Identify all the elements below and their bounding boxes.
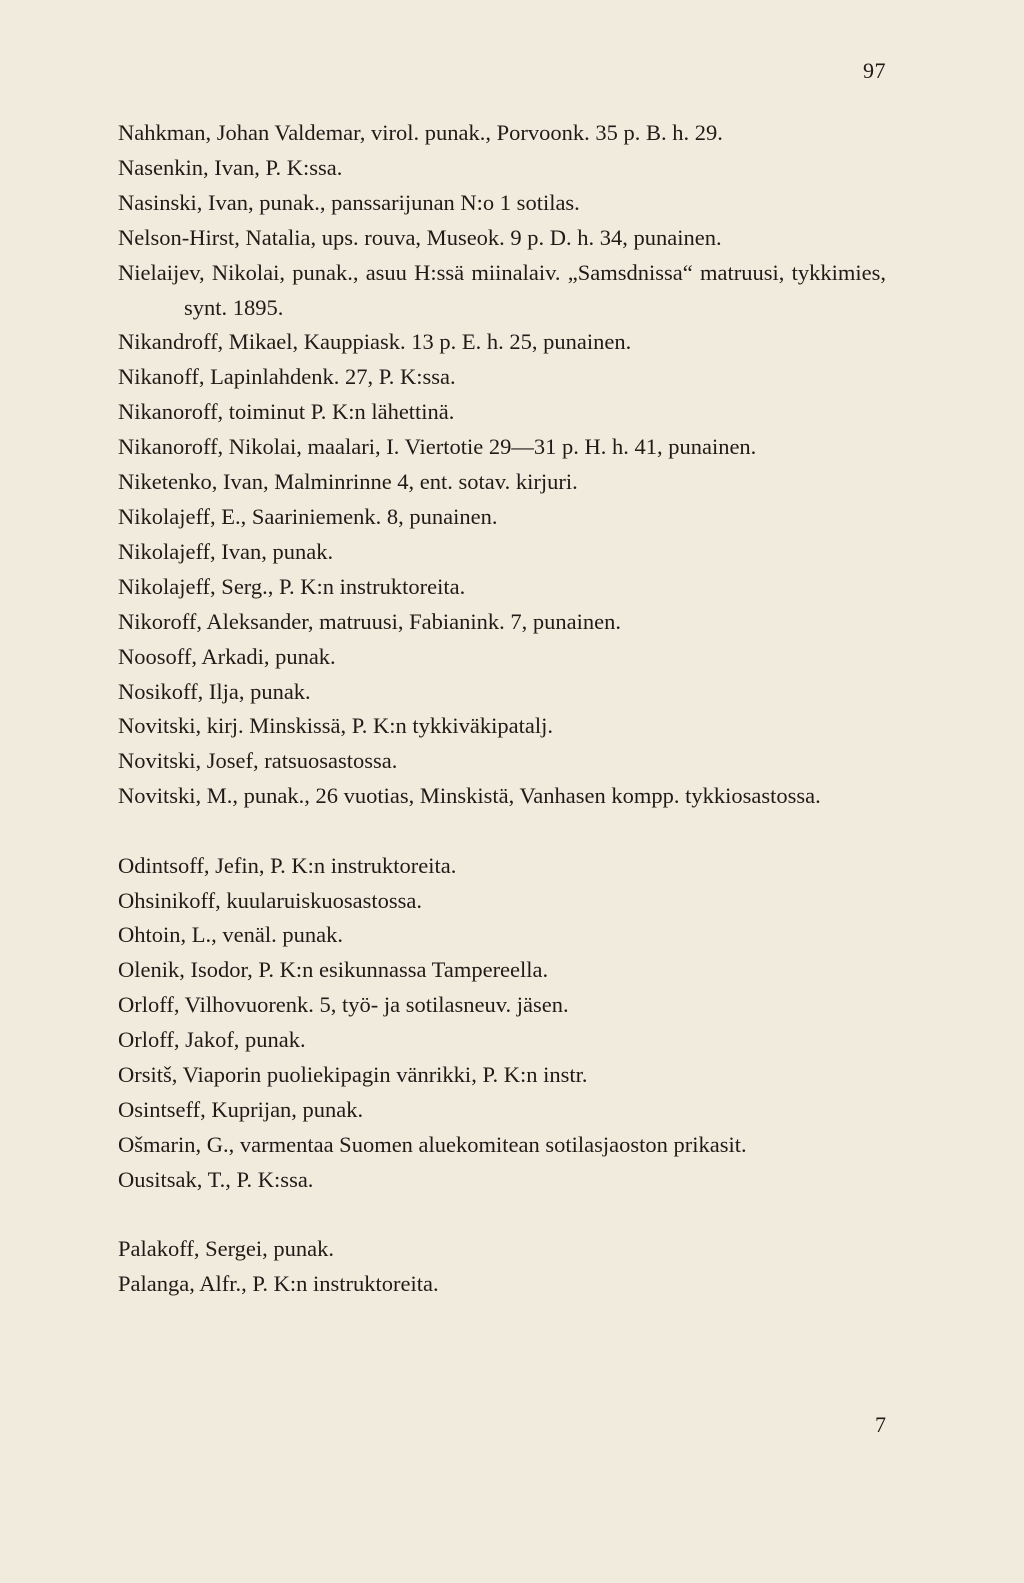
register-entry: Palakoff, Sergei, punak. xyxy=(118,1236,335,1262)
register-entry: Olenik, Isodor, P. K:n esikunnassa Tampereella. xyxy=(118,957,549,983)
register-entry: Ousitsak, T., P. K:ssa. xyxy=(118,1166,314,1192)
section-gap xyxy=(118,814,886,849)
register-entry: Orloff, Vilhovuorenk. 5, työ- ja sotilasneuv. jäsen. xyxy=(118,992,569,1018)
register-entry: Ohtoin, L., venäl. punak. xyxy=(118,922,343,948)
register-entry: Nikolajeff, Ivan, punak. xyxy=(118,538,334,564)
section-gap xyxy=(118,1198,886,1233)
register-entry: Nikanoroff, Nikolai, maalari, I. Viertotie 29—31 p. H. h. 41, punainen. xyxy=(118,434,757,460)
register-entry: Noosoff, Arkadi, punak. xyxy=(118,643,336,669)
register-entry: Palanga, Alfr., P. K:n instruktoreita. xyxy=(118,1271,439,1297)
register-entry: Nahkman, Johan Valdemar, virol. punak., Porvoonk. 35 p. B. h. 29. xyxy=(118,120,723,145)
register-entry: Niketenko, Ivan, Malminrinne 4, ent. sotav. kirjuri. xyxy=(118,469,578,495)
register-entry: Nikolajeff, Serg., P. K:n instruktoreita. xyxy=(118,573,466,599)
register-entry: Novitski, kirj. Minskissä, P. K:n tykkiväkipatalj. xyxy=(118,713,554,739)
register-entry: Nelson-Hirst, Natalia, ups. rouva, Museok. 9 p. D. h. 34, punainen. xyxy=(118,224,722,250)
register-entry: Nasinski, Ivan, punak., panssarijunan N:o 1 sotilas. xyxy=(118,189,580,215)
printer-signature-mark: 7 xyxy=(875,1412,886,1437)
register-entries xyxy=(118,116,886,1302)
register-entry: Ošmarin, G., varmentaa Suomen aluekomitean sotilasjaoston prikasit. xyxy=(118,1131,747,1157)
register-entry: Osintseff, Kuprijan, punak. xyxy=(118,1096,364,1122)
register-entry: Nosikoff, Ilja, punak. xyxy=(118,678,311,704)
page-number: 97 xyxy=(863,58,886,83)
register-entry: Nasenkin, Ivan, P. K:ssa. xyxy=(118,154,343,180)
register-entry: Nielaijev, Nikolai, punak., asuu H:ssä miinalaiv. „Samsdnissa“ matruusi, tykkimies, synt. 1895. xyxy=(118,259,886,320)
register-entry: Ohsinikoff, kuularuiskuosastossa. xyxy=(118,887,422,913)
register-entry: Orloff, Jakof, punak. xyxy=(118,1027,306,1053)
register-entry: Odintsoff, Jefin, P. K:n instruktoreita. xyxy=(118,852,457,878)
register-entry: Nikandroff, Mikael, Kauppiask. 13 p. E. h. 25, punainen. xyxy=(118,329,632,355)
register-entry: Nikoroff, Aleksander, matruusi, Fabianink. 7, punainen. xyxy=(118,608,621,634)
register-entry: Orsitš, Viaporin puoliekipagin vänrikki, P. K:n instr. xyxy=(118,1062,588,1088)
register-entry: Novitski, M., punak., 26 vuotias, Minskistä, Vanhasen kompp. tykkiosastossa. xyxy=(118,783,821,809)
register-entry: Nikanoff, Lapinlahdenk. 27, P. K:ssa. xyxy=(118,364,456,390)
register-entry: Novitski, Josef, ratsuosastossa. xyxy=(118,748,398,774)
register-entry: Nikolajeff, E., Saariniemenk. 8, punainen. xyxy=(118,503,498,529)
register-entry: Nikanoroff, toiminut P. K:n lähettinä. xyxy=(118,399,455,425)
